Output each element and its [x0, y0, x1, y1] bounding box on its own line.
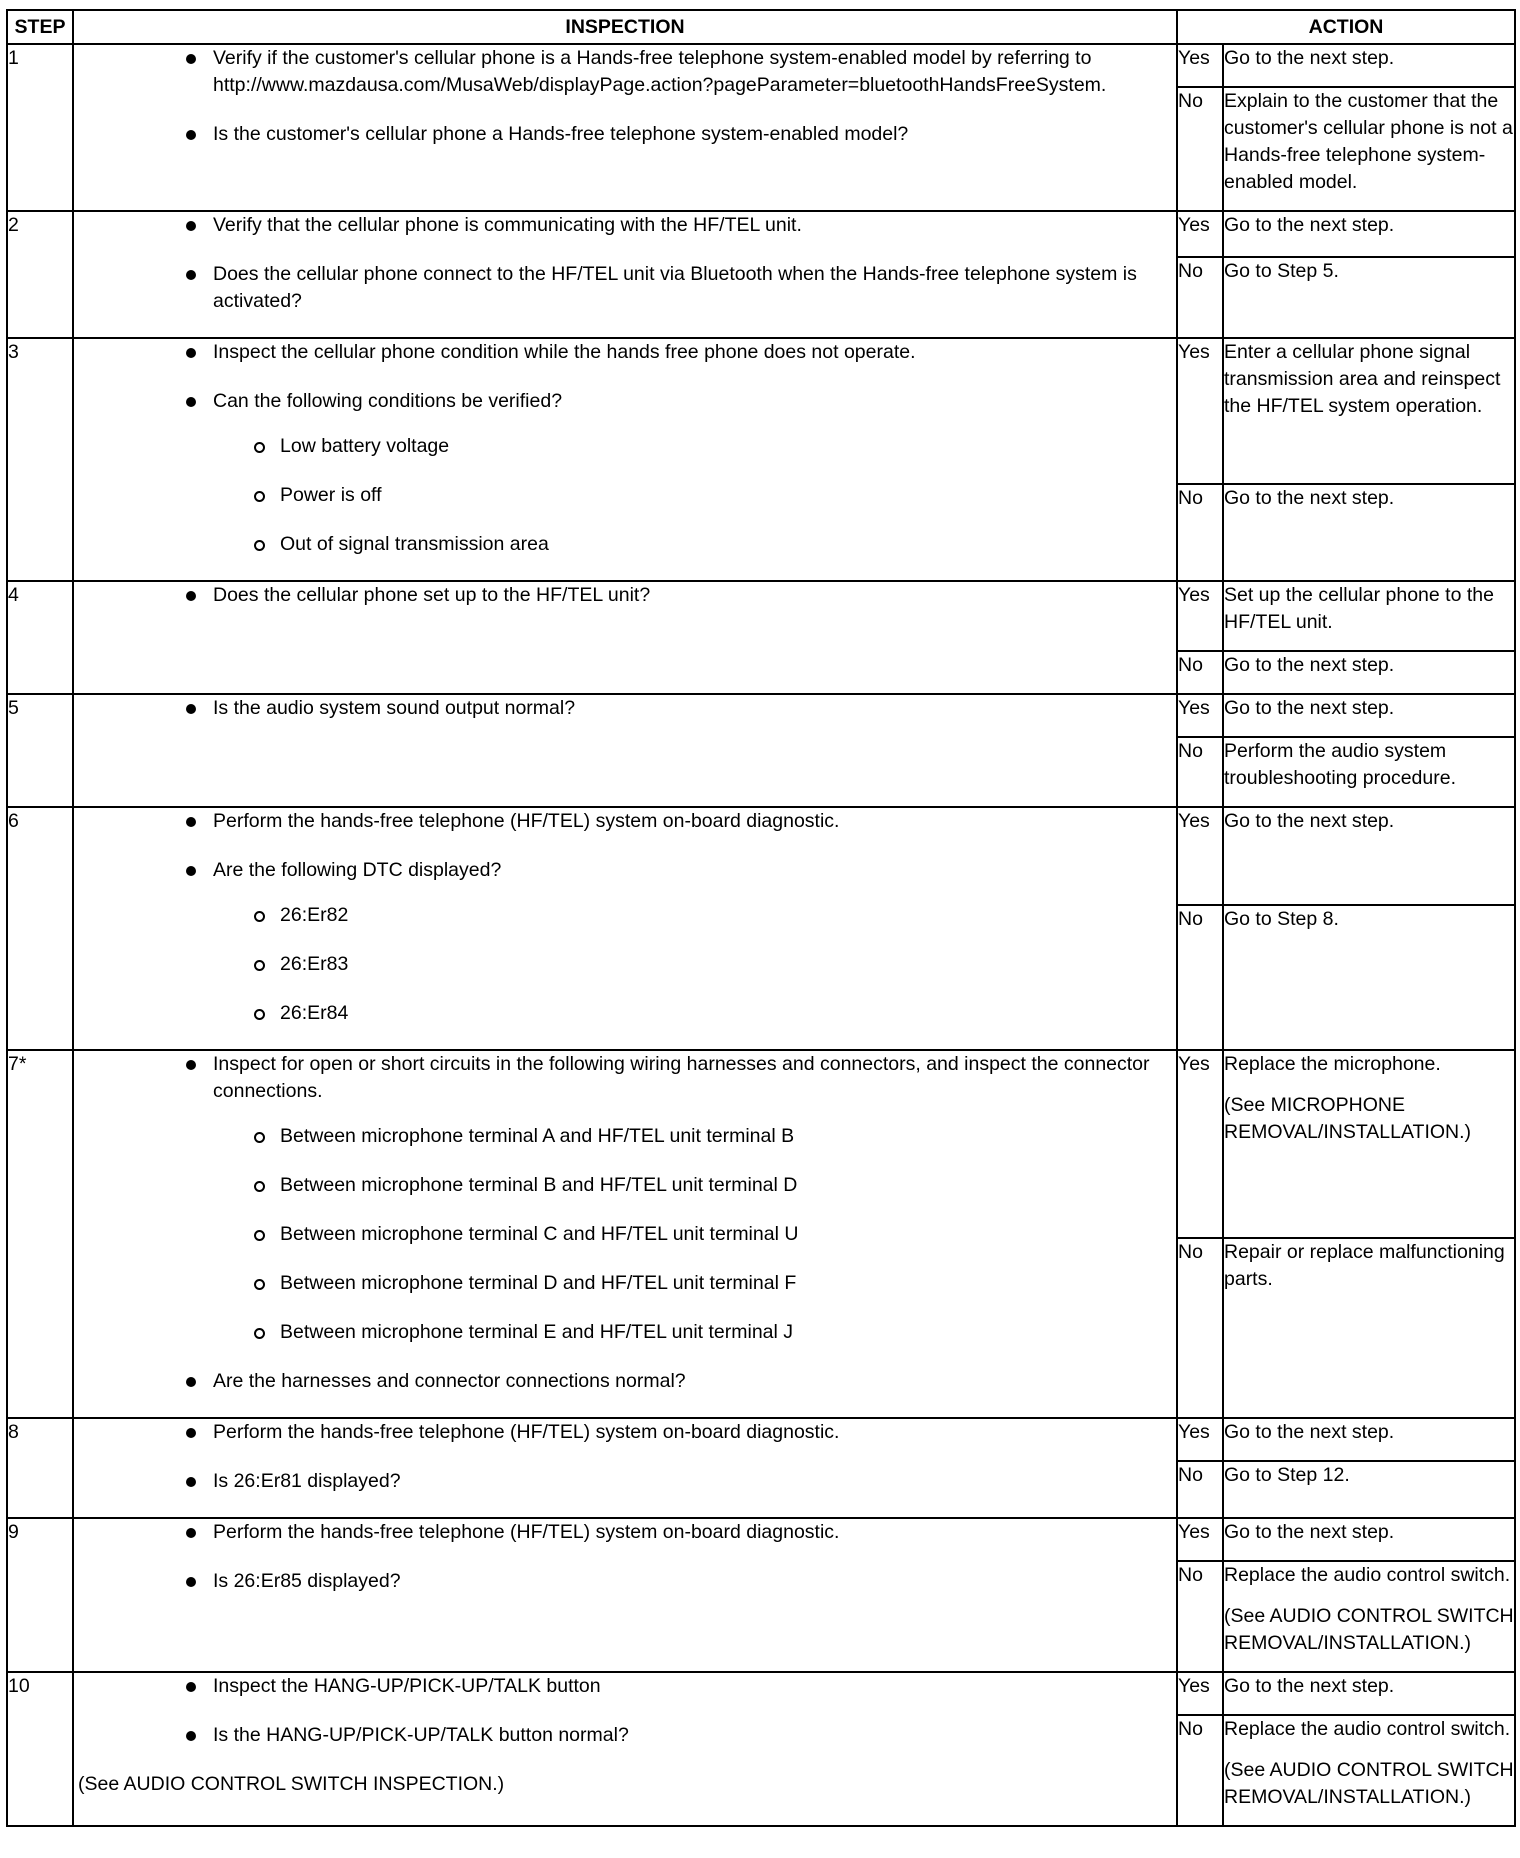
inspection-cell — [73, 1418, 1177, 1518]
condition-list — [74, 1123, 1176, 1346]
inspection-text: Perform the hands-free telephone (HF/TEL) system on-board diagnostic. — [213, 810, 840, 832]
inspection-list — [74, 808, 1176, 1027]
action-text: Repair or replace malfunctioning parts. — [1224, 1241, 1505, 1290]
yes-label: Yes — [1177, 1518, 1223, 1561]
no-action — [1223, 484, 1515, 581]
no-label: No — [1177, 87, 1223, 211]
no-action — [1223, 737, 1515, 807]
inspection-item — [74, 1468, 1176, 1495]
inspection-item — [74, 695, 1176, 722]
yes-label: Yes — [1177, 338, 1223, 484]
table-row — [7, 1418, 1515, 1461]
inspection-cell — [73, 581, 1177, 694]
inspection-text: Is 26:Er85 displayed? — [213, 1570, 401, 1592]
action-text: Enter a cellular phone signal transmission area and reinspect the HF/TEL system operation. — [1224, 341, 1501, 417]
inspection-text: Verify if the customer's cellular phone is a Hands-free telephone system-enabled model by referring to http://www.mazdausa.com/MusaWeb/displayPage.action?pageParameter=bluetoothHandsFreeSystem. — [213, 47, 1107, 96]
action-text: (See MICROPHONE REMOVAL/INSTALLATION.) — [1224, 1094, 1472, 1143]
inspection-item — [74, 1368, 1176, 1395]
action-text: (See AUDIO CONTROL SWITCH REMOVAL/INSTALLATION.) — [1224, 1759, 1514, 1808]
troubleshooting-table — [6, 9, 1516, 1827]
inspection-list — [74, 1519, 1176, 1595]
inspection-item — [74, 1568, 1176, 1595]
action-text: Go to the next step. — [1224, 654, 1395, 676]
step-number: 9 — [7, 1518, 73, 1672]
inspection-item — [74, 261, 1176, 315]
table-row — [7, 694, 1515, 737]
inspection-cell — [73, 1518, 1177, 1672]
table-row — [7, 1050, 1515, 1238]
inspection-text: Verify that the cellular phone is communicating with the HF/TEL unit. — [213, 214, 802, 236]
inspection-list — [74, 1419, 1176, 1495]
step-number: 4 — [7, 581, 73, 694]
table-row — [7, 807, 1515, 905]
no-label: No — [1177, 257, 1223, 338]
yes-action — [1223, 211, 1515, 257]
step-number: 10 — [7, 1672, 73, 1826]
inspection-text: Is the HANG-UP/PICK-UP/TALK button normal? — [213, 1724, 629, 1746]
step-number: 3 — [7, 338, 73, 581]
yes-action — [1223, 1518, 1515, 1561]
step-header: STEP — [7, 10, 73, 44]
yes-label: Yes — [1177, 694, 1223, 737]
no-label: No — [1177, 1238, 1223, 1418]
yes-label: Yes — [1177, 1050, 1223, 1238]
condition-item: Low battery voltage — [74, 433, 1176, 460]
step-number: 5 — [7, 694, 73, 807]
action-text: Set up the cellular phone to the HF/TEL unit. — [1224, 584, 1494, 633]
condition-item: Power is off — [74, 482, 1176, 509]
inspection-text: Inspect the cellular phone condition while the hands free phone does not operate. — [213, 341, 916, 363]
yes-label: Yes — [1177, 44, 1223, 87]
no-label: No — [1177, 905, 1223, 1050]
no-action — [1223, 905, 1515, 1050]
no-label: No — [1177, 1461, 1223, 1518]
inspection-item — [74, 857, 1176, 884]
no-action — [1223, 651, 1515, 694]
action-text: Go to the next step. — [1224, 487, 1395, 509]
inspection-cell — [73, 694, 1177, 807]
no-action — [1223, 1561, 1515, 1672]
inspection-cell — [73, 807, 1177, 1050]
action-text: Go to the next step. — [1224, 214, 1395, 236]
action-text: Go to Step 8. — [1224, 908, 1339, 930]
no-label: No — [1177, 651, 1223, 694]
inspection-item — [74, 339, 1176, 366]
inspection-text: Does the cellular phone connect to the HF/TEL unit via Bluetooth when the Hands-free telephone system is activated? — [213, 263, 1137, 312]
condition-item: Between microphone terminal E and HF/TEL unit terminal J — [74, 1319, 1176, 1346]
yes-label: Yes — [1177, 581, 1223, 651]
inspection-header: INSPECTION — [73, 10, 1177, 44]
inspection-list — [74, 1051, 1176, 1395]
inspection-note: (See AUDIO CONTROL SWITCH INSPECTION.) — [78, 1773, 505, 1795]
inspection-list — [74, 1673, 1176, 1749]
header-row — [7, 10, 1515, 44]
inspection-item — [74, 1519, 1176, 1546]
inspection-item — [74, 45, 1176, 99]
condition-item: 26:Er84 — [74, 1000, 1176, 1027]
step-number: 1 — [7, 44, 73, 211]
inspection-item — [74, 582, 1176, 609]
action-text: (See AUDIO CONTROL SWITCH REMOVAL/INSTALLATION.) — [1224, 1605, 1514, 1654]
yes-action — [1223, 1672, 1515, 1715]
condition-item: Out of signal transmission area — [74, 531, 1176, 558]
inspection-list — [74, 212, 1176, 315]
inspection-item — [74, 1051, 1176, 1105]
step-number: 7* — [7, 1050, 73, 1418]
no-label: No — [1177, 1561, 1223, 1672]
yes-action — [1223, 694, 1515, 737]
no-label: No — [1177, 737, 1223, 807]
no-label: No — [1177, 1715, 1223, 1826]
action-text: Replace the audio control switch. — [1224, 1718, 1511, 1740]
inspection-item — [74, 388, 1176, 415]
inspection-text: Is the audio system sound output normal? — [213, 697, 576, 719]
inspection-list — [74, 45, 1176, 148]
no-label: No — [1177, 484, 1223, 581]
yes-action — [1223, 338, 1515, 484]
action-text: Replace the microphone. — [1224, 1053, 1441, 1075]
inspection-text: Perform the hands-free telephone (HF/TEL) system on-board diagnostic. — [213, 1421, 840, 1443]
inspection-item — [74, 121, 1176, 148]
table-row — [7, 1672, 1515, 1715]
inspection-text: Inspect for open or short circuits in the following wiring harnesses and connectors, and inspect the connector connections. — [213, 1053, 1150, 1102]
step-number: 8 — [7, 1418, 73, 1518]
table-row — [7, 211, 1515, 257]
inspection-text: Is the customer's cellular phone a Hands-free telephone system-enabled model? — [213, 123, 909, 145]
action-text: Go to the next step. — [1224, 810, 1395, 832]
inspection-cell — [73, 1050, 1177, 1418]
yes-action — [1223, 44, 1515, 87]
condition-item: Between microphone terminal C and HF/TEL unit terminal U — [74, 1221, 1176, 1248]
inspection-cell — [73, 1672, 1177, 1826]
table-row — [7, 1518, 1515, 1561]
inspection-item — [74, 1722, 1176, 1749]
action-header: ACTION — [1177, 10, 1515, 44]
table-body — [7, 44, 1515, 1826]
condition-item: Between microphone terminal D and HF/TEL unit terminal F — [74, 1270, 1176, 1297]
inspection-cell — [73, 211, 1177, 338]
inspection-item — [74, 1419, 1176, 1446]
step-number: 2 — [7, 211, 73, 338]
condition-item: 26:Er82 — [74, 902, 1176, 929]
yes-label: Yes — [1177, 211, 1223, 257]
action-text: Go to the next step. — [1224, 1521, 1395, 1543]
inspection-text: Are the harnesses and connector connections normal? — [213, 1370, 686, 1392]
action-text: Replace the audio control switch. — [1224, 1564, 1511, 1586]
action-text: Go to the next step. — [1224, 47, 1395, 69]
table-row — [7, 44, 1515, 87]
condition-item: Between microphone terminal A and HF/TEL unit terminal B — [74, 1123, 1176, 1150]
inspection-text: Are the following DTC displayed? — [213, 859, 502, 881]
condition-list — [74, 902, 1176, 1027]
inspection-text: Inspect the HANG-UP/PICK-UP/TALK button — [213, 1675, 601, 1697]
condition-list — [74, 433, 1176, 558]
action-text: Go to the next step. — [1224, 1421, 1395, 1443]
no-action — [1223, 1461, 1515, 1518]
inspection-item — [74, 808, 1176, 835]
inspection-item — [74, 1673, 1176, 1700]
action-text: Go to the next step. — [1224, 1675, 1395, 1697]
no-action — [1223, 87, 1515, 211]
step-number: 6 — [7, 807, 73, 1050]
table-row — [7, 581, 1515, 651]
no-action — [1223, 1238, 1515, 1418]
yes-label: Yes — [1177, 1672, 1223, 1715]
inspection-list — [74, 695, 1176, 722]
yes-action — [1223, 1050, 1515, 1238]
yes-action — [1223, 807, 1515, 905]
table-row — [7, 338, 1515, 484]
yes-label: Yes — [1177, 1418, 1223, 1461]
no-action — [1223, 257, 1515, 338]
action-text: Perform the audio system troubleshooting procedure. — [1224, 740, 1456, 789]
no-action — [1223, 1715, 1515, 1826]
inspection-text: Does the cellular phone set up to the HF/TEL unit? — [213, 584, 651, 606]
inspection-list — [74, 339, 1176, 558]
yes-label: Yes — [1177, 807, 1223, 905]
inspection-list — [74, 582, 1176, 609]
inspection-cell — [73, 44, 1177, 211]
condition-item: Between microphone terminal B and HF/TEL unit terminal D — [74, 1172, 1176, 1199]
inspection-text: Perform the hands-free telephone (HF/TEL) system on-board diagnostic. — [213, 1521, 840, 1543]
action-text: Go to the next step. — [1224, 697, 1395, 719]
yes-action — [1223, 1418, 1515, 1461]
inspection-text: Can the following conditions be verified? — [213, 390, 563, 412]
inspection-item — [74, 212, 1176, 239]
yes-action — [1223, 581, 1515, 651]
action-text: Go to Step 5. — [1224, 260, 1339, 282]
inspection-cell — [73, 338, 1177, 581]
inspection-text: Is 26:Er81 displayed? — [213, 1470, 401, 1492]
action-text: Explain to the customer that the customer's cellular phone is not a Hands-free telephone system-enabled model. — [1224, 90, 1513, 193]
condition-item: 26:Er83 — [74, 951, 1176, 978]
action-text: Go to Step 12. — [1224, 1464, 1350, 1486]
